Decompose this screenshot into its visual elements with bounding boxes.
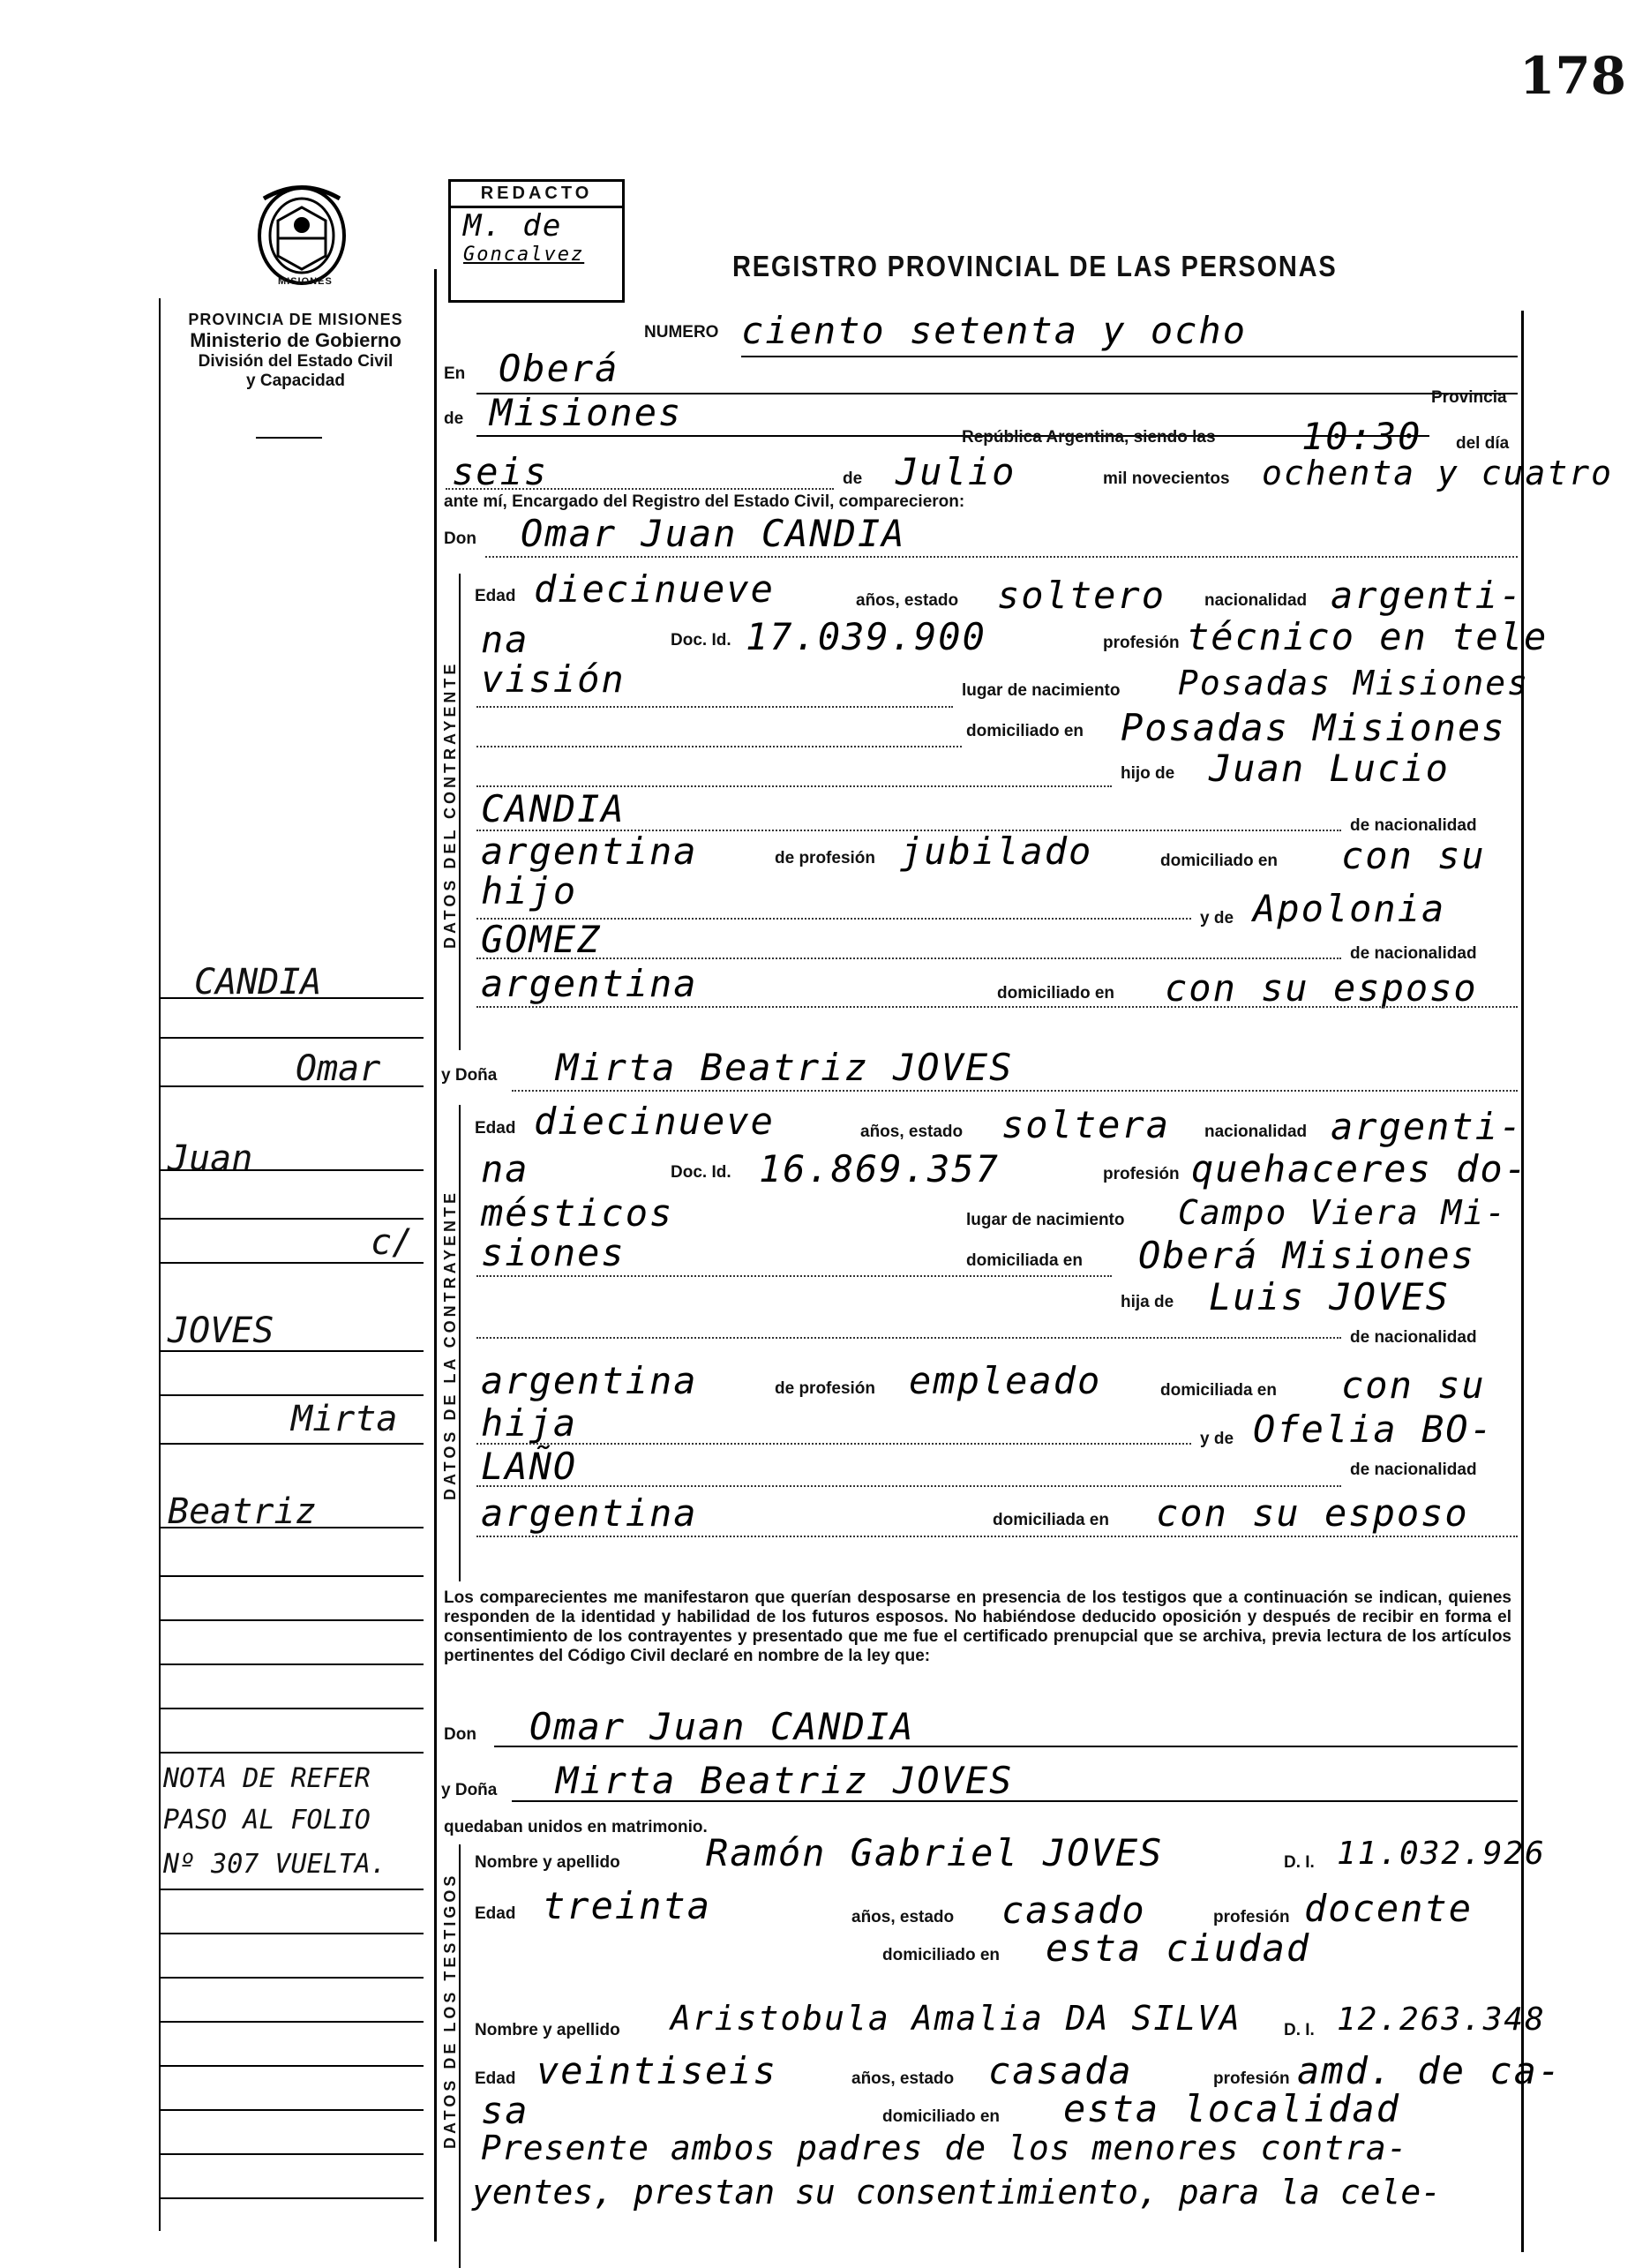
t2-edad-value: veintiseis <box>536 2049 777 2092</box>
ministry-line-2: Ministerio de Gobierno <box>190 329 401 351</box>
don-label: Don <box>444 529 476 548</box>
t1-prof-value: docente <box>1304 1887 1474 1930</box>
margin-mirta: Mirta <box>291 1399 398 1439</box>
t1-nombre-value: Ramón Gabriel JOVES <box>706 1831 1164 1874</box>
c-prof-value: técnico en tele <box>1187 615 1549 658</box>
dia-label: del día <box>1456 434 1510 453</box>
c-prof-value-2: visión <box>481 657 626 701</box>
t1-estado-label: años, estado <box>851 1908 955 1926</box>
t2-di-label: D. I. <box>1284 2021 1315 2039</box>
en-label: En <box>444 364 466 383</box>
margin-beatriz: Beatriz <box>168 1491 317 1532</box>
c-lugar-value: Posadas Misiones <box>1178 664 1530 702</box>
t2-edad-label: Edad <box>475 2069 516 2088</box>
numero-label: NUMERO <box>644 323 719 342</box>
f-madre-dom-label: domiciliada en <box>993 1511 1109 1529</box>
c-padre-value: Juan Lucio <box>1209 747 1450 790</box>
f-doc-label: Doc. Id. <box>671 1163 731 1182</box>
c-madre-nac-value: argentina <box>481 962 698 1005</box>
t2-prof-value-2: sa <box>481 2089 529 2132</box>
f-lugar-label: lugar de nacimiento <box>966 1211 1125 1229</box>
c-madre-value: Apolonia <box>1253 887 1446 930</box>
c-padre-dom-label: domiciliado en <box>1160 852 1279 870</box>
f-padre-dom-value-2: hija <box>481 1401 578 1445</box>
provincia-label: Provincia <box>1431 388 1507 407</box>
c-lugar-label: lugar de nacimiento <box>962 681 1121 700</box>
f-madre-nac-value: argentina <box>481 1491 698 1535</box>
c-padre-prof-value: jubilado <box>900 830 1093 873</box>
margin-con: c/ <box>371 1222 414 1263</box>
c-doc-value: 17.039.900 <box>746 615 986 658</box>
t1-dom-label: domiciliado en <box>882 1946 1001 1964</box>
t1-edad-value: treinta <box>543 1884 712 1927</box>
de-label: de <box>444 409 464 428</box>
f-doc-value: 16.869.357 <box>759 1147 1000 1190</box>
f-hija-label: hija de <box>1121 1293 1174 1311</box>
hora-value: 10:30 <box>1301 415 1422 458</box>
en-value: Oberá <box>499 347 619 390</box>
f-estado-value: soltera <box>1001 1103 1171 1146</box>
f-lugar-value: Campo Viera Mi- <box>1178 1193 1508 1232</box>
provincia-value: Misiones <box>490 391 683 434</box>
don2-label: Don <box>444 1725 476 1744</box>
mes-value: Julio <box>896 450 1016 493</box>
f-yde-label: y de <box>1200 1430 1234 1448</box>
t2-dom-label: domiciliado en <box>882 2107 1001 2126</box>
redacto-label: REDACTO <box>451 182 622 208</box>
don-value: Omar Juan CANDIA <box>521 512 906 555</box>
c-edad-label: Edad <box>475 587 516 605</box>
margin-omar: Omar <box>296 1048 381 1089</box>
c-estado-label: años, estado <box>856 591 959 610</box>
f-madre-nac-label: de nacionalidad <box>1350 1461 1477 1479</box>
t2-estado-label: años, estado <box>851 2069 955 2088</box>
f-madre-value-2: LAÑO <box>481 1445 578 1488</box>
f-lugar-value-2: siones <box>481 1231 626 1274</box>
dona2-label: y Doña <box>441 1781 498 1799</box>
c-dom-label: domiciliado en <box>966 722 1084 740</box>
c-estado-value: soltero <box>997 574 1166 617</box>
dona-value: Mirta Beatriz JOVES <box>556 1046 1014 1089</box>
c-hijo-label: hijo de <box>1121 764 1175 783</box>
f-prof-label: profesión <box>1103 1165 1180 1183</box>
nota-line-1: Presente ambos padres de los menores contra- <box>481 2129 1408 2167</box>
ministry-heading <box>168 311 424 391</box>
c-padre-dom-value-2: hijo <box>481 869 578 912</box>
t2-prof-label: profesión <box>1213 2069 1290 2088</box>
c-padre-dom-value: con su <box>1341 834 1486 877</box>
ante-text: ante mí, Encargado del Registro del Estado Civil, comparecieron: <box>444 492 965 511</box>
f-estado-label: años, estado <box>860 1123 964 1141</box>
c-padre-value-2: CANDIA <box>481 787 626 830</box>
f-padre-nac-value: argentina <box>481 1359 698 1402</box>
c-dom-value: Posadas Misiones <box>1121 706 1506 749</box>
redacto-line-1: M. de <box>463 208 563 244</box>
c-madre-value-2: GOMEZ <box>481 918 602 961</box>
page-number: 178 <box>1519 46 1627 106</box>
t1-di-value: 11.032.926 <box>1337 1836 1546 1872</box>
quedaban-text: quedaban unidos en matrimonio. <box>444 1818 708 1836</box>
nota-line-2: yentes, prestan su consentimiento, para la cele- <box>472 2173 1442 2212</box>
f-padre-prof-label: de profesión <box>775 1379 876 1398</box>
f-prof-value-2: mésticos <box>481 1191 674 1235</box>
mil-label: mil novecientos <box>1103 469 1230 488</box>
c-edad-value: diecinueve <box>534 567 775 611</box>
f-padre-value: Luis JOVES <box>1209 1275 1450 1318</box>
c-madre-dom-value: con su esposo <box>1165 966 1478 1010</box>
margin-candia: CANDIA <box>194 962 322 1003</box>
ministry-line-4: y Capacidad <box>246 372 345 390</box>
redacto-box <box>448 179 625 303</box>
republica-label: República Argentina, siendo las <box>962 428 1216 447</box>
c-prof-label: profesión <box>1103 634 1180 652</box>
contrayente-section-label: DATOS DEL CONTRAYENTE <box>441 660 459 949</box>
t2-nombre-label: Nombre y apellido <box>475 2021 620 2039</box>
margin-nota-3: Nº 307 VUELTA. <box>163 1849 386 1880</box>
f-padre-nac-label: de nacionalidad <box>1350 1328 1477 1347</box>
f-dom-value: Oberá Misiones <box>1138 1234 1476 1277</box>
f-edad-label: Edad <box>475 1119 516 1138</box>
c-madre-nac-label: de nacionalidad <box>1350 944 1477 963</box>
f-nac-value-2: na <box>481 1147 529 1190</box>
don2-value: Omar Juan CANDIA <box>529 1705 915 1748</box>
f-padre-dom-label: domiciliada en <box>1160 1381 1277 1400</box>
margin-juan: Juan <box>168 1138 253 1179</box>
dia-de-label: de <box>843 469 863 488</box>
f-padre-dom-value: con su <box>1341 1363 1486 1407</box>
dia-value: seis <box>452 450 549 493</box>
ministry-line-3: División del Estado Civil <box>198 352 394 371</box>
t2-estado-value: casada <box>988 2049 1133 2092</box>
document-title: REGISTRO PROVINCIAL DE LAS PERSONAS <box>732 250 1338 282</box>
c-madre-dom-label: domiciliado en <box>997 984 1115 1003</box>
anio-value: ochenta y cuatro <box>1262 454 1614 492</box>
f-dom-label: domiciliada en <box>966 1251 1083 1270</box>
t1-nombre-label: Nombre y apellido <box>475 1853 620 1872</box>
declaration-text: Los comparecientes me manifestaron que querían desposarse en presencia de los testigos que a continuación se indican, quienes responden de la identidad y habilidad de los futuros esposos. No habiéndose deducido oposición y después de recibir en forma el consentimiento de los contrayentes y presentado que me fue el certificado prenupcial que se archiva, previa lectura de los artículos pertinentes del Código Civil declaré en nombre de la ley que: <box>444 1588 1511 1665</box>
contrayenta-section-label: DATOS DE LA CONTRAYENTE <box>441 1189 459 1500</box>
t2-dom-value: esta localidad <box>1063 2087 1401 2130</box>
dona2-value: Mirta Beatriz JOVES <box>556 1759 1014 1802</box>
c-yde-label: y de <box>1200 909 1234 927</box>
t2-di-value: 12.263.348 <box>1337 2001 1546 2038</box>
dona-label: y Doña <box>441 1066 498 1085</box>
seal-text: MISIONES <box>278 276 333 287</box>
f-nac-label: nacionalidad <box>1204 1123 1308 1141</box>
numero-value: ciento setenta y ocho <box>741 309 1248 352</box>
c-nac-value-2: na <box>481 618 529 661</box>
t1-dom-value: esta ciudad <box>1046 1926 1311 1970</box>
f-padre-prof-value: empleado <box>909 1359 1102 1402</box>
f-prof-value: quehaceres do- <box>1191 1147 1529 1190</box>
f-nac-value: argenti- <box>1331 1105 1524 1148</box>
redacto-line-2: Goncalvez <box>463 244 585 266</box>
c-padre-prof-label: de profesión <box>775 849 876 867</box>
margin-nota-1: NOTA DE REFER <box>163 1763 371 1794</box>
c-nac-label: nacionalidad <box>1204 591 1308 610</box>
f-edad-value: diecinueve <box>534 1100 775 1143</box>
c-nac-value: argenti- <box>1331 574 1524 617</box>
ministry-line-1: PROVINCIA DE MISIONES <box>188 311 403 328</box>
c-doc-label: Doc. Id. <box>671 631 731 650</box>
margin-nota-2: PASO AL FOLIO <box>163 1805 371 1836</box>
t1-prof-label: profesión <box>1213 1908 1290 1926</box>
testigos-section-label: DATOS DE LOS TESTIGOS <box>441 1872 459 2149</box>
c-padre-nac-label: de nacionalidad <box>1350 816 1477 835</box>
f-madre-dom-value: con su esposo <box>1156 1491 1469 1535</box>
t1-estado-value: casado <box>1001 1889 1146 1932</box>
margin-joves: JOVES <box>168 1310 274 1351</box>
t2-prof-value: amd. de ca- <box>1297 2049 1563 2092</box>
c-padre-nac-value: argentina <box>481 830 698 873</box>
t2-nombre-value: Aristobula Amalia DA SILVA <box>671 1999 1241 2038</box>
t1-di-label: D. I. <box>1284 1853 1315 1872</box>
f-madre-value: Ofelia BO- <box>1253 1408 1494 1451</box>
t1-edad-label: Edad <box>475 1904 516 1923</box>
